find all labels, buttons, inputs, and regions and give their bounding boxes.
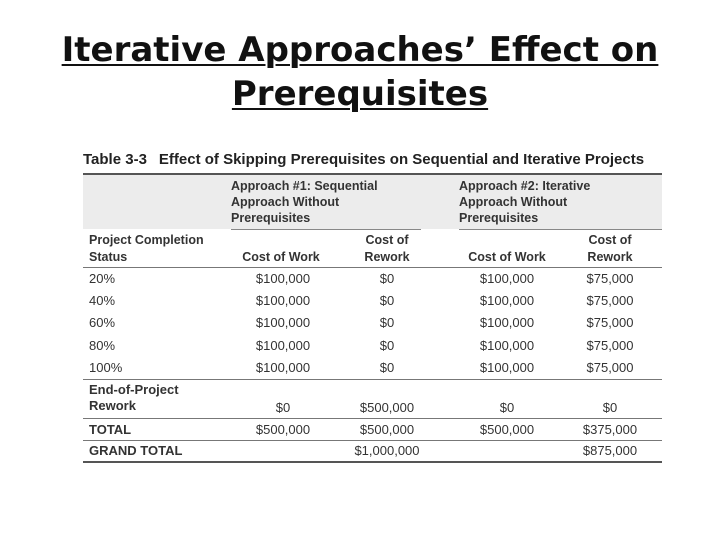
total-row <box>83 419 662 440</box>
slide-title-line-2: Prerequisites <box>231 74 489 114</box>
status-cell: 100% <box>89 360 123 375</box>
approach-2-underline <box>459 229 662 230</box>
approach-1-underline <box>231 229 421 230</box>
table-bottom-rule <box>83 461 662 463</box>
column-header-cost-of-rework-1 <box>348 232 426 266</box>
grand-total-row <box>83 441 662 461</box>
approach-1-header <box>231 178 431 226</box>
value-cell: $0 <box>275 400 291 415</box>
value-cell: $0 <box>379 315 395 330</box>
approach-2-header <box>459 178 639 226</box>
approach-2-line: Approach Without <box>459 195 568 209</box>
table-number: Table 3-3 <box>83 151 147 168</box>
slide-title-line-1: Iterative Approaches’ Effect on <box>61 30 659 70</box>
table-row <box>83 335 662 357</box>
value-cell: $500,000 <box>479 422 535 437</box>
table-row <box>83 290 662 312</box>
value-cell: $100,000 <box>255 271 311 286</box>
value-cell: $0 <box>379 338 395 353</box>
status-cell: 40% <box>89 293 116 308</box>
column-header-line: Rework <box>587 250 633 264</box>
value-cell: $75,000 <box>586 271 634 286</box>
value-cell: $75,000 <box>586 338 634 353</box>
value-cell: $100,000 <box>479 271 535 286</box>
value-cell: $875,000 <box>582 443 638 458</box>
value-cell: $100,000 <box>255 315 311 330</box>
table-row <box>83 268 662 290</box>
end-of-project-row <box>83 380 662 418</box>
value-cell: $100,000 <box>479 315 535 330</box>
status-cell: 60% <box>89 315 116 330</box>
table-row <box>83 312 662 334</box>
value-cell: $0 <box>379 271 395 286</box>
label-line: Rework <box>89 398 136 413</box>
end-of-project-label <box>89 382 219 414</box>
value-cell: $75,000 <box>586 293 634 308</box>
value-cell: $500,000 <box>359 422 415 437</box>
column-header-cost-of-work-1: Cost of Work <box>242 250 320 264</box>
status-cell: 20% <box>89 271 116 286</box>
table-caption <box>83 151 644 168</box>
value-cell: $1,000,000 <box>354 443 420 458</box>
column-header-line: Status <box>89 250 128 264</box>
value-cell: $0 <box>379 360 395 375</box>
value-cell: $500,000 <box>359 400 415 415</box>
value-cell: $75,000 <box>586 360 634 375</box>
column-header-line: Cost of <box>588 233 632 247</box>
table-row <box>83 357 662 379</box>
column-header-line: Rework <box>364 250 410 264</box>
label-line: End-of-Project <box>89 382 179 397</box>
value-cell: $75,000 <box>586 315 634 330</box>
status-cell: 80% <box>89 338 116 353</box>
value-cell: $375,000 <box>582 422 638 437</box>
value-cell: $100,000 <box>255 338 311 353</box>
approach-1-line: Approach #1: Sequential <box>231 179 378 193</box>
column-header-cost-of-work-2: Cost of Work <box>468 250 546 264</box>
value-cell: $100,000 <box>479 338 535 353</box>
approach-1-line: Approach Without <box>231 195 340 209</box>
column-header-cost-of-rework-2 <box>572 232 648 266</box>
value-cell: $100,000 <box>255 293 311 308</box>
value-cell: $500,000 <box>255 422 311 437</box>
approach-2-line: Approach #2: Iterative <box>459 179 591 193</box>
column-header-status <box>89 232 229 266</box>
value-cell: $0 <box>379 293 395 308</box>
value-cell: $100,000 <box>255 360 311 375</box>
grand-total-label: GRAND TOTAL <box>89 443 183 458</box>
value-cell: $0 <box>499 400 515 415</box>
value-cell: $0 <box>602 400 618 415</box>
value-cell: $100,000 <box>479 360 535 375</box>
value-cell: $100,000 <box>479 293 535 308</box>
approach-2-line: Prerequisites <box>459 211 539 225</box>
slide-title <box>40 28 680 116</box>
approach-1-line: Prerequisites <box>231 211 311 225</box>
column-header-line: Project Completion <box>89 233 204 247</box>
column-header-line: Cost of <box>365 233 409 247</box>
table-caption-text: Effect of Skipping Prerequisites on Sequential and Iterative Projects <box>158 151 645 168</box>
total-label: TOTAL <box>89 422 132 437</box>
